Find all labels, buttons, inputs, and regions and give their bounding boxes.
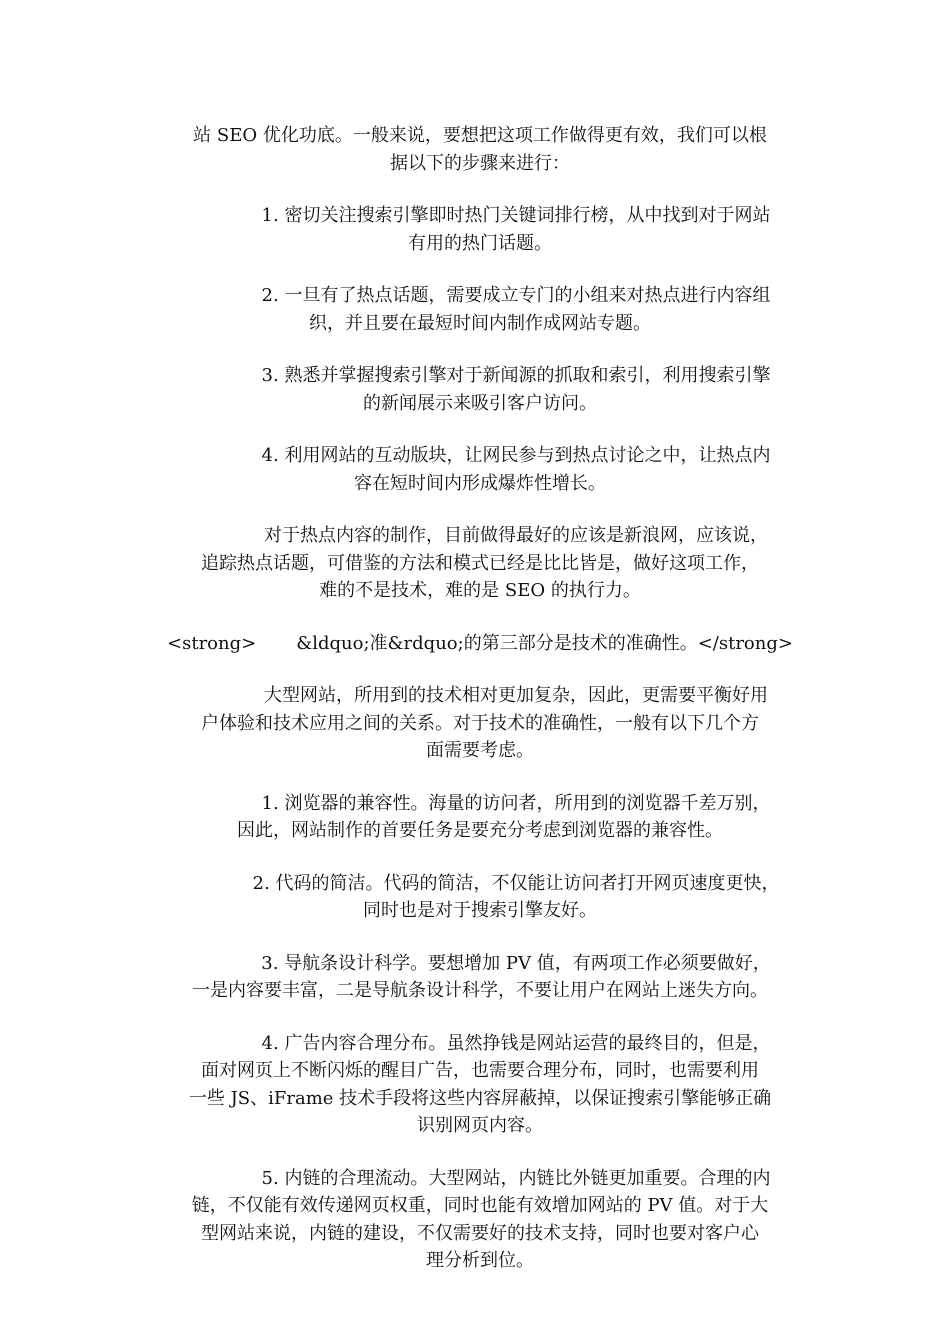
step-3-paragraph	[150, 362, 810, 417]
text-line: 容在短时间内形成爆炸性增长。	[354, 472, 606, 494]
step-4-paragraph	[150, 442, 810, 497]
point-4-paragraph	[150, 1030, 810, 1140]
point-3-paragraph	[150, 950, 810, 1005]
text-line: 4. 广告内容合理分布。虽然挣钱是网站运营的最终目的，但是，	[261, 1032, 771, 1054]
intro-paragraph	[150, 122, 810, 177]
point-5-paragraph	[150, 1165, 810, 1275]
text-line: 一是内容要丰富，二是导航条设计科学，不要让用户在网站上迷失方向。	[192, 980, 768, 1001]
text-line: 有用的热门话题。	[408, 232, 552, 254]
text-line: 2. 代码的简洁。代码的简洁，不仅能让访问者打开网页速度更快，	[252, 872, 780, 894]
text-line: 3. 导航条设计科学。要想增加 PV 值，有两项工作必须要做好，	[261, 952, 771, 974]
text-line: 站 SEO 优化功底。一般来说，要想把这项工作做得更有效，我们可以根	[193, 125, 767, 146]
text-line: 因此，网站制作的首要任务是要充分考虑到浏览器的兼容性。	[237, 820, 723, 841]
text-line: 追踪热点话题，可借鉴的方法和模式已经是比比皆是，做好这项工作，	[201, 552, 759, 574]
section-heading-text: &ldquo;准&rdquo;的第三部分是技术的准确性。</strong>	[296, 632, 793, 654]
step-1-paragraph	[150, 202, 810, 257]
text-line: 型网站来说，内链的建设，不仅需要好的技术支持，同时也要对客户心	[201, 1222, 759, 1244]
large-site-paragraph	[150, 682, 810, 765]
point-1-paragraph	[150, 790, 810, 845]
text-line: 户体验和技术应用之间的关系。对于技术的准确性，一般有以下几个方	[201, 712, 759, 734]
text-line: 链，不仅能有效传递网页权重，同时也能有效增加网站的 PV 值。对于大	[191, 1195, 769, 1216]
section-heading-paragraph	[150, 630, 810, 658]
text-line: 1. 密切关注搜索引擎即时热门关键词排行榜，从中找到对于网站	[261, 205, 771, 226]
text-line: 3. 熟悉并掌握搜索引擎对于新闻源的抓取和索引，利用搜索引擎	[261, 365, 771, 386]
text-line: 1. 浏览器的兼容性。海量的访问者，所用到的浏览器千差万别，	[261, 792, 771, 814]
text-line	[150, 630, 810, 658]
text-line: 2. 一旦有了热点话题，需要成立专门的小组来对热点进行内容组	[261, 285, 771, 306]
text-line: 的新闻展示来吸引客户访问。	[363, 392, 597, 414]
text-line: 一些 JS、iFrame 技术手段将这些内容屏蔽掉，以保证搜索引擎能够正确	[188, 1087, 772, 1109]
strong-open-tag-text: <strong>	[167, 632, 257, 654]
text-line: 4. 利用网站的互动版块，让网民参与到热点讨论之中，让热点内	[261, 445, 771, 466]
point-2-paragraph	[150, 870, 810, 925]
text-line: 织，并且要在最短时间内制作成网站专题。	[309, 312, 651, 334]
step-2-paragraph	[150, 282, 810, 337]
text-line: 同时也是对于搜索引擎友好。	[363, 900, 597, 921]
text-line: 5. 内链的合理流动。大型网站，内链比外链更加重要。合理的内	[261, 1167, 771, 1189]
text-line: 大型网站，所用到的技术相对更加复杂，因此，更需要平衡好用	[264, 685, 768, 706]
text-line: 对于热点内容的制作，目前做得最好的应该是新浪网，应该说，	[264, 525, 768, 546]
document-body	[150, 122, 810, 1300]
text-line: 识别网页内容。	[417, 1115, 543, 1136]
text-line: 难的不是技术，难的是 SEO 的执行力。	[319, 580, 641, 601]
text-line: 据以下的步骤来进行：	[390, 152, 570, 174]
text-line: 理分析到位。	[426, 1250, 534, 1271]
text-line: 面对网页上不断闪烁的醒目广告，也需要合理分布，同时，也需要利用	[201, 1060, 759, 1081]
hot-content-paragraph	[150, 522, 810, 605]
text-line: 面需要考虑。	[426, 740, 534, 761]
